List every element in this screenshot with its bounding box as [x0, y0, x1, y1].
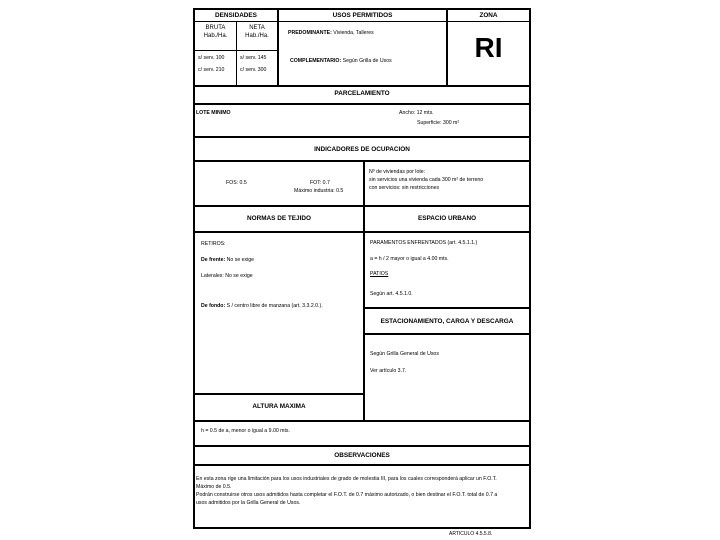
maximo-industria: Máximo industria: 0.5 [294, 188, 344, 194]
observaciones-line4: usos admitidos por la Grilla General de Usos. [196, 500, 301, 506]
rule [363, 160, 365, 422]
paramentos-formula: a = h / 2 mayor o igual a 4.00 mts. [370, 256, 449, 262]
lote-superficie: Superficie: 300 m² [417, 120, 460, 126]
bruta-sin-servicio: s/ serv. 100 [198, 55, 225, 61]
rule [195, 160, 529, 162]
viviendas-line1: Nº de viviendas por lote: [369, 169, 426, 175]
estacionamiento-line2: Ver artículo 3.7. [370, 368, 407, 374]
header-zona: ZONA [479, 12, 498, 19]
retiro-laterales: Laterales: No se exige [201, 273, 253, 279]
parcelamiento-title: PARCELAMIENTO [334, 90, 390, 97]
altura-title: ALTURA MAXIMA [252, 403, 306, 410]
retiro-fondo [201, 303, 323, 311]
rule [195, 231, 529, 233]
zoning-sheet [193, 8, 531, 529]
viviendas-line3: con servicios: sin restricciones [369, 185, 440, 191]
header-densidades: DENSIDADES [215, 12, 257, 19]
complementario-value: Según Grilla de Usos [342, 58, 392, 64]
fot-value: FOT: 0.7 [310, 180, 330, 186]
rule [195, 136, 529, 138]
rule [277, 10, 279, 86]
altura-value: h = 0.5 de a, menor o igual a 9.00 mts. [201, 428, 290, 434]
urbano-title: ESPACIO URBANO [417, 215, 477, 222]
neta-sin-servicio: s/ serv. 145 [240, 55, 267, 61]
observaciones-line2: Máximo de 0.5. [196, 484, 232, 490]
header-usos-permitidos: USOS PERMITIDOS [332, 12, 393, 19]
neta-con-servicio: c/ serv. 300 [240, 67, 267, 73]
complementario-label: COMPLEMENTARIO: [290, 58, 342, 64]
bruta-unit: Hab./Ha. [203, 33, 228, 39]
bruta-label: BRUTA [205, 25, 226, 31]
rule [363, 307, 529, 309]
tejido-title: NORMAS DE TEJIDO [247, 215, 311, 222]
rule [195, 205, 529, 207]
lote-ancho: Ancho: 12 mts. [399, 110, 434, 116]
zona-code: RI [474, 32, 503, 63]
uso-complementario [290, 58, 392, 66]
rule [195, 393, 365, 395]
rule [363, 333, 529, 335]
patios-segun-art: Según art. 4.5.1.0. [370, 291, 413, 297]
predominante-value: Vivienda, Talleres [333, 30, 374, 36]
estacionamiento-line1: Según Grilla General de Usos [370, 351, 439, 357]
viviendas-line2: sin servicios una vivienda cada 300 m² de terreno [369, 177, 484, 183]
observaciones-line3: Podrán construirse otros usos admitidos hasta completar el F.O.T. de 0.7 máximo autorizado, o bien destinar el F.O.T. total de 0.7 a [196, 492, 498, 498]
predominante-label: PREDOMINANTE: [288, 30, 332, 36]
neta-unit: Hab./Ha. [245, 33, 269, 39]
frente-label: De frente: [201, 257, 226, 263]
patios-label: PATIOS [370, 271, 389, 277]
paramentos-enfrentados: PARAMENTOS ENFRENTADOS (art. 4.5.1.1.) [370, 240, 478, 246]
rule [195, 103, 529, 105]
observaciones-title: OBSERVACIONES [334, 452, 390, 459]
frente-value: No se exige [225, 257, 255, 263]
estacionamiento-title: ESTACIONAMIENTO, CARGA Y DESCARGA [380, 318, 514, 325]
rule [195, 85, 529, 87]
fondo-value: S / centro libre de manzana (art. 3.3.2.0.). [225, 303, 323, 309]
uso-predominante [288, 30, 374, 38]
ocupacion-title: INDICADORES DE OCUPACION [314, 146, 410, 153]
retiro-frente [201, 257, 254, 265]
rule [195, 50, 277, 51]
observaciones-line1: En esta zona rige una limitación para los usos industriales de grado de molestia III, para los cuales corresponderá aplicar un F.O.T. [196, 476, 497, 482]
bruta-con-servicio: c/ serv. 210 [198, 67, 225, 73]
rule [195, 445, 529, 447]
articulo-reference: ARTICULO 4.5.5.8. [449, 531, 493, 537]
neta-label: NETA [249, 25, 265, 31]
lote-minimo-label: LOTE MINIMO [196, 110, 231, 116]
rule [195, 21, 529, 22]
rule [195, 420, 529, 422]
retiros-label: RETIROS: [201, 241, 226, 247]
fos-value: FOS: 0.5 [226, 180, 247, 186]
rule [195, 464, 529, 466]
fondo-label: De fondo: [201, 303, 226, 309]
